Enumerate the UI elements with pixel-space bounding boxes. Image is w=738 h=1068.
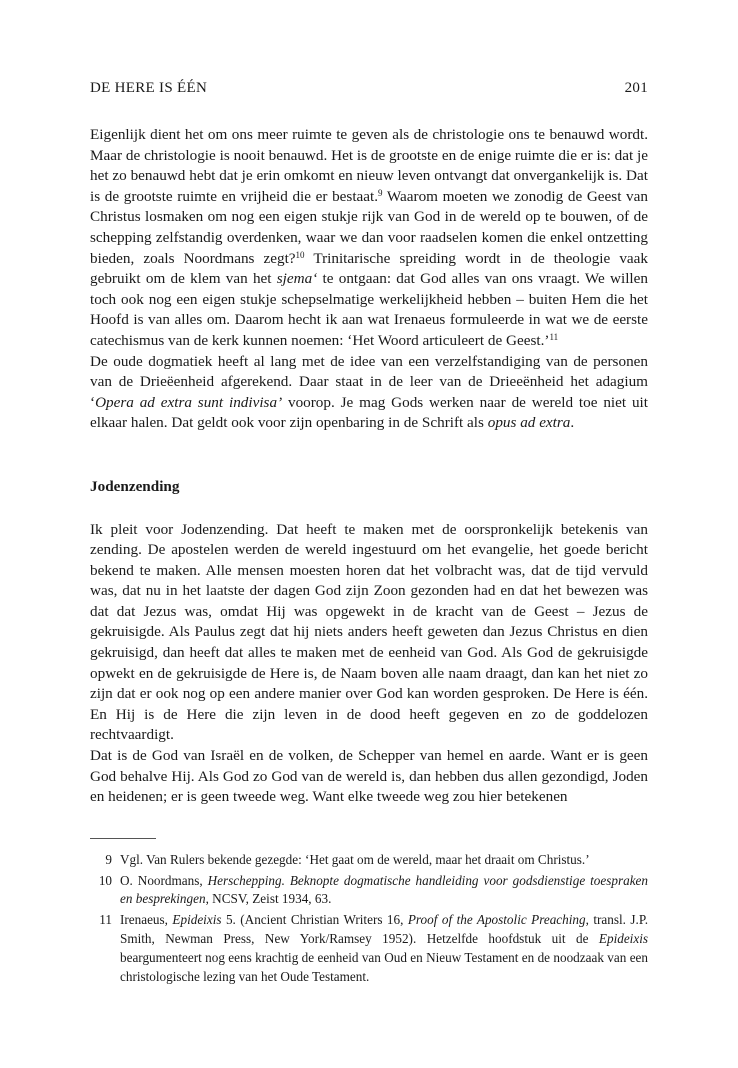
footnote-ref-9: 9 [378, 187, 383, 198]
page [90, 80, 648, 988]
footnote-text [120, 911, 648, 986]
text-run: Waarom moeten we zonodig de Geest van Christus losmaken om nog een eigen stukje rijk van God in de wereld op te bouwen, of de schepping zelfstandig overdenken, waar we dan voor raadselen komen die enkel ontzetting bieden, zoals Noordmans zegt? [90, 187, 648, 267]
text-run: Eigenlijk dient het om ons meer ruimte te geven als de christologie ons te benauwd wordt. Maar de christologie is nooit benauwd. Het is de grootste en de enige ruimte die er is: dat je het zo benauwd hebt dat je erin omkomt en nieuw leven ontvangt dat onvergankelijk is. Dat is de grootste ruimte en vrijheid die er bestaat. [90, 126, 648, 205]
italic-title: Herschepping. Beknopte dogmatische handleiding voor godsdienstige toespraken en besprekingen [120, 872, 649, 907]
text-run: , NCSV, Zeist 1934, 63. [205, 891, 332, 907]
footnote-ref-10: 10 [295, 249, 305, 260]
text-run: . [570, 414, 575, 432]
main-text [90, 125, 648, 808]
footnote-ref-11: 11 [549, 331, 559, 342]
text-run: , transl. J.P. Smith, Newman Press, New York/Ramsey 1952). Hetzelfde hoofdstuk uit de [120, 912, 649, 946]
italic-title: Proof of the Apostolic Preaching [407, 912, 586, 928]
text-run: beargumenteert nog eens krachtig de eenheid van Oud en Nieuw Testament en de noodzaak van een christologische lezing van het Oude Testament. [120, 949, 648, 984]
text-run: 5. (Ancient Christian Writers 16, [221, 912, 408, 928]
footnote-divider [90, 838, 156, 839]
italic-term: opus ad extra [487, 414, 571, 432]
footnote [90, 911, 648, 986]
paragraph [90, 125, 648, 352]
paragraph: Ik pleit voor Jodenzending. Dat heeft te maken met de oorspronkelijk betekenis van zending. De apostelen werden de wereld ingestuurd om het evangelie, het goede bericht bekend te maken. Alle mensen moesten horen dat het volbracht was, dat de tijd vervuld was, dat nu in het laatste der dagen God zijn Zoon gezonden had en dat het bewezen was dat dat Jezus was, omdat Hij was opgewekt in de kracht van de Geest – Jezus de gekruisigde. Als Paulus zegt dat hij niets anders heeft geweten dan Jezus Christus en dien gekruisigd, dan heeft dat alles te maken met de eenheid van God. Als God de gekruisigde opwekt en de gekruisigde de Here is, de Naam boven alle naam draagt, dan kan het niet zo zijn dat er ook nog op een andere manier over God kan worden gesproken. De Here is één. En Hij is de Here die zijn leven in de dood heeft gegeven en zo de goddelozen rechtvaardigt. [90, 520, 648, 744]
section-heading: Jodenzending [90, 477, 180, 495]
text-run: Trinitarische spreiding wordt in de theologie vaak gebruikt om de klem van het [90, 249, 648, 288]
italic-term: sjema‘ [276, 270, 318, 288]
footnotes [90, 851, 648, 987]
footnote-text: Vgl. Van Rulers bekende gezegde: ‘Het gaat om de wereld, maar het draait om Christus.’ [120, 851, 590, 867]
footnote-text [120, 872, 648, 910]
page-number: 201 [624, 80, 648, 96]
italic-title: Epideixis [598, 931, 648, 946]
paragraph [90, 352, 648, 434]
text-run: voorop. Je mag Gods werken naar de wereld toe niet uit elkaar halen. Dat geldt ook voor zijn openbaring in de Schrift als [90, 393, 648, 432]
footnote [90, 872, 648, 910]
footnote-number: 10 [98, 872, 112, 888]
footnote-number: 9 [105, 851, 112, 867]
footnote-number: 11 [99, 912, 112, 928]
italic-title: Epideixis [172, 912, 222, 928]
italic-term: Opera ad extra sunt indivisa’ [95, 393, 283, 411]
text-run: De oude dogmatiek heeft al lang met de idee van een verzelfstandiging van de personen van de Drieëenheid afgerekend. Daar staat in de leer van de Drieeënheid het adagium ‘ [90, 352, 648, 411]
text-run: O. Noordmans, [120, 872, 208, 888]
footnote [90, 851, 648, 870]
running-head [90, 80, 648, 97]
text-run: te ontgaan: dat God alles van ons vraagt. We willen toch ook nog een eigen stukje schepselmatige werkelijkheid hebben – buiten Hem die het Hoofd is van alles om. Daarom hecht ik aan wat Irenaeus formuleerde in wat we de eerste catechismus van de kerk kunnen noemen: ‘Het Woord articuleert de Geest.’ [90, 270, 648, 349]
paragraph: Dat is de God van Israël en de volken, de Schepper van hemel en aarde. Want er is geen God behalve Hij. Als God zo God van de wereld is, dan hebben dus allen gezondigd, Joden en heidenen; er is geen tweede weg. Want elke tweede weg zou hier betekenen [90, 747, 648, 806]
running-title: DE HERE IS ÉÉN [90, 80, 208, 96]
text-run: Irenaeus, [120, 912, 173, 928]
